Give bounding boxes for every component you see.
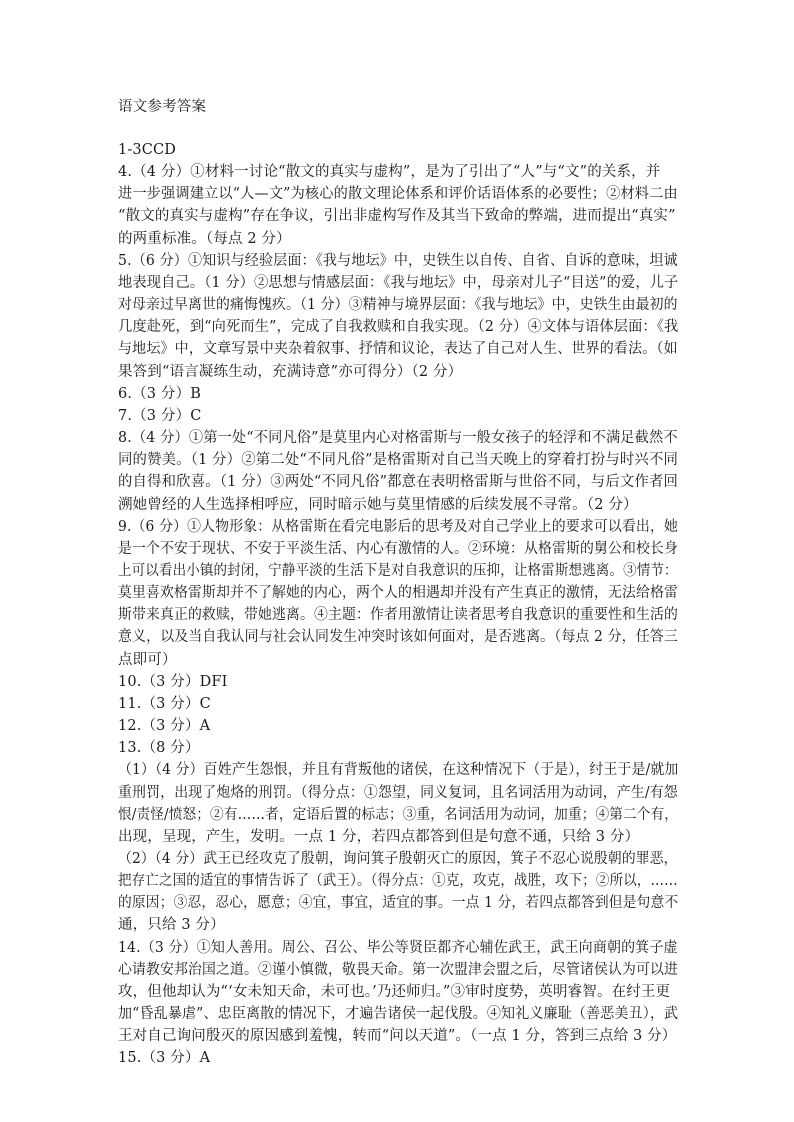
- answer-line: 地表现自己。（1 分）②思想与情感层面：《我与地坛》中，母亲对儿子“目送”的爱，儿子: [118, 274, 679, 291]
- answer-line: 1-3CCD: [118, 142, 177, 158]
- answer-line: 同的赞美。（1 分）②第二处“不同凡俗”是格雷斯对自己当天晚上的穿着打扮与时兴不同: [118, 452, 679, 469]
- answer-line: 心请教安邦治国之道。②谨小慎微，敬畏天命。第一次盟津会盟之后，尽管诸侯认为可以进: [118, 961, 678, 978]
- answer-line: 点即可）: [118, 651, 177, 668]
- answer-line: 斯带来真正的救赎，带她逃离。④主题：作者用激情让读者思考自我意识的重要性和生活的: [118, 607, 678, 624]
- answer-line: 6.（3 分）B: [118, 385, 202, 402]
- answer-line: 14.（3 分）①知人善用。周公、召公、毕公等贤臣都齐心辅佐武王，武王向商朝的箕子虚: [118, 939, 678, 956]
- answer-line: 加“昏乱暴虐”、忠臣离散的情况下，才遍告诸侯一起伐殷。④知礼义廉耻（善恶美丑），武: [118, 1006, 679, 1023]
- answer-line: 5.（6 分）①知识与经验层面：《我与地坛》中，史铁生以自传、自省、自诉的意味，坦诚: [118, 252, 678, 269]
- answer-line: 15.（3 分）A: [118, 1050, 211, 1067]
- answer-line: “散文的真实与虚构”存在争议，引出非虚构写作及其当下致命的弊端，进而提出“真实”: [118, 208, 676, 225]
- answer-line: 的原因；③忍，忍心，愿意；④宜，事宜，适宜的事。一点 1 分，若四点都答到但是句意不: [118, 895, 679, 912]
- answer-line: 是一个不安于现状、不安于平淡生活、内心有激情的人。②环境：从格雷斯的舅公和校长身: [118, 540, 678, 557]
- document-title: 语文参考答案: [118, 99, 207, 115]
- answer-line: 上可以看出小镇的封闭，宁静平淡的生活下是对自我意识的压抑，让格雷斯想逃离。③情节：: [118, 562, 678, 579]
- answer-line: 王对自己询问殷灭的原因感到羞愧，转而“问以天道”。（一点 1 分，答到三点给 3 分）: [118, 1028, 677, 1045]
- answer-line: 出现，呈现，产生，发明。一点 1 分，若四点都答到但是句意不通，只给 3 分）: [118, 828, 640, 845]
- answer-line: 9.（6 分）①人物形象：从格雷斯在看完电影后的思考及对自己学业上的要求可以看出，她: [118, 518, 678, 535]
- answer-line: 11.（3 分）C: [118, 695, 211, 712]
- answer-line: 进一步强调建立以“人—文”为核心的散文理论体系和评价话语体系的必要性；②材料二由: [118, 186, 678, 203]
- answer-line: 与地坛》中，文章写景中夹杂着叙事、抒情和议论，表达了自己对人生、世界的看法。（如: [118, 341, 678, 358]
- answer-line: 12.（3 分）A: [118, 718, 211, 735]
- answer-document: [118, 96, 678, 1070]
- answer-line: 重刑罚，出现了炮烙的刑罚。（得分点：①怨望，同义复词，且名词活用为动词，产生/有怨: [118, 784, 678, 801]
- answer-line: 恨/责怪/愤怒；②有……者，定语后置的标志；③重，名词活用为动词，加重；④第二个有，: [118, 806, 679, 823]
- answer-line: 溯她曾经的人生选择相呼应，同时暗示她与莫里情感的后续发展不寻常。（2 分）: [118, 496, 638, 513]
- answer-line: （2）（4 分）武王已经攻克了殷朝，询问箕子殷朝灭亡的原因，箕子不忍心说殷朝的罪恶，: [118, 851, 678, 867]
- answer-line: 果答到“语言凝练生动，充满诗意”亦可得分）（2 分）: [118, 363, 463, 380]
- answer-line: （1）（4 分）百姓产生怨恨，并且有背叛他的诸侯，在这种情况下（于是），纣王于是/就加: [118, 762, 679, 779]
- answer-line: 8.（4 分）①第一处“不同凡俗”是莫里内心对格雷斯与一般女孩子的轻浮和不满足截然不: [118, 430, 678, 447]
- answer-line: 的自得和欣喜。（1 分）③两处“不同凡俗”都意在表明格雷斯与世俗不同，与后文作者回: [118, 474, 679, 491]
- answer-line: 意义，以及当自我认同与社会认同发生冲突时该如何面对，是否逃离。（每点 2 分，任答三: [118, 629, 678, 646]
- answer-line: 的两重标准。（每点 2 分）: [118, 230, 291, 247]
- answer-line: 把存亡之国的适宜的事情告诉了（武王）。（得分点：①克，攻克，战胜，攻下；②所以，……: [118, 873, 678, 890]
- answer-line: 几度赴死，到“向死而生”，完成了自我救赎和自我实现。（2 分）④文体与语体层面：《我: [118, 319, 679, 336]
- answer-line: 莫里喜欢格雷斯却并不了解她的内心，两个人的相遇却并没有产生真正的激情，无法给格雷: [118, 585, 678, 602]
- answer-line: 4.（4 分）①材料一讨论“散文的真实与虚构”，是为了引出了“人”与“文”的关系，并: [118, 164, 661, 181]
- answer-line: 通，只给 3 分）: [118, 917, 225, 934]
- answer-line: 10.（3 分）DFI: [118, 673, 228, 690]
- answer-line: 攻，但他却认为“‘女未知天命，未可也。’乃还师归。”③审时度势，英明睿智。在纣王更: [118, 983, 671, 1000]
- answer-lines: [118, 139, 678, 1070]
- answer-line: 对母亲过早离世的痛悔愧疚。（1 分）③精神与境界层面：《我与地坛》中，史铁生由最初的: [118, 297, 678, 314]
- answer-line: 13.（8 分）: [118, 740, 200, 757]
- answer-line: 7.（3 分）C: [118, 407, 202, 424]
